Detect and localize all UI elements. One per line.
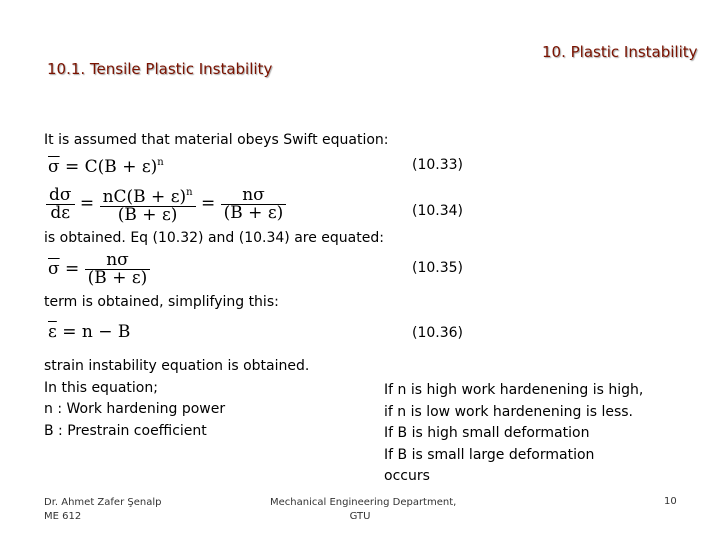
obtained-text: is obtained. Eq (10.32) and (10.34) are equated: [44,230,384,246]
formula-text: = [74,193,100,214]
fraction-denominator: (B + ε) [87,268,148,288]
strain-equation [48,322,130,342]
definition-block [44,356,309,442]
fraction-denominator: (B + ε) [223,202,284,223]
equation-number: (10.35) [412,260,464,276]
term-text: term is obtained, simplifying this: [44,294,279,310]
explanation-line: If B is small large deformation [384,446,595,463]
definition-line: In this equation; [44,379,158,396]
footer-author [44,496,161,524]
fraction-numerator [100,184,196,207]
section-title: 10.1. Tensile Plastic Instability [47,60,273,78]
formula-text: = [195,193,221,214]
equation-number: (10.34) [412,203,464,219]
explanation-line: if n is low work hardenening is less. [384,403,634,420]
formula-var: $\overline{\sigma}$ [48,157,60,177]
university-name: GTU [349,511,371,522]
fraction [46,184,75,223]
formula-text: = C(B + ε) [59,157,158,177]
author-name: Dr. Ahmet Zafer Şenalp [44,497,162,508]
explanation-block [384,380,643,488]
fraction-denominator: dε [50,202,71,223]
formula-exponent: n [157,157,164,168]
chapter-title: 10. Plastic Instability [542,43,698,61]
definition-line: n : Work hardening power [44,401,226,417]
equation-number: (10.36) [412,325,464,341]
explanation-line: If B is high small deformation [384,425,590,441]
fraction [100,184,196,224]
footer-department [270,496,457,524]
course-code: ME 612 [44,511,82,522]
equation-number: (10.33) [412,157,464,173]
formula-var: $\overline{\varepsilon}$ [48,322,57,342]
fraction-numerator-text: nC(B + ε) [102,187,187,207]
department-name: Mechanical Engineering Department, [270,497,457,508]
fraction [221,184,287,223]
explanation-line: occurs [384,468,430,484]
formula-var: $\overline{\sigma}$ [48,259,60,279]
page-number: 10 [664,496,677,507]
intro-text: It is assumed that material obeys Swift equation: [44,132,389,148]
explanation-line: If n is high work hardenening is high, [384,382,644,398]
fraction-denominator: (B + ε) [117,205,178,225]
fraction [85,252,151,287]
fraction-numerator: nσ [85,252,151,270]
swift-equation [48,157,164,177]
formula-exponent: n [186,187,193,198]
instability-equation [48,252,150,287]
definition-line: B : Prestrain coefficient [44,422,207,439]
fraction-numerator: nσ [221,187,287,205]
definition-line: strain instability equation is obtained. [44,358,310,374]
formula-text: = n − B [56,322,131,342]
fraction-numerator: dσ [46,187,75,205]
derivative-equation [46,184,286,224]
formula-text: = [59,259,85,279]
